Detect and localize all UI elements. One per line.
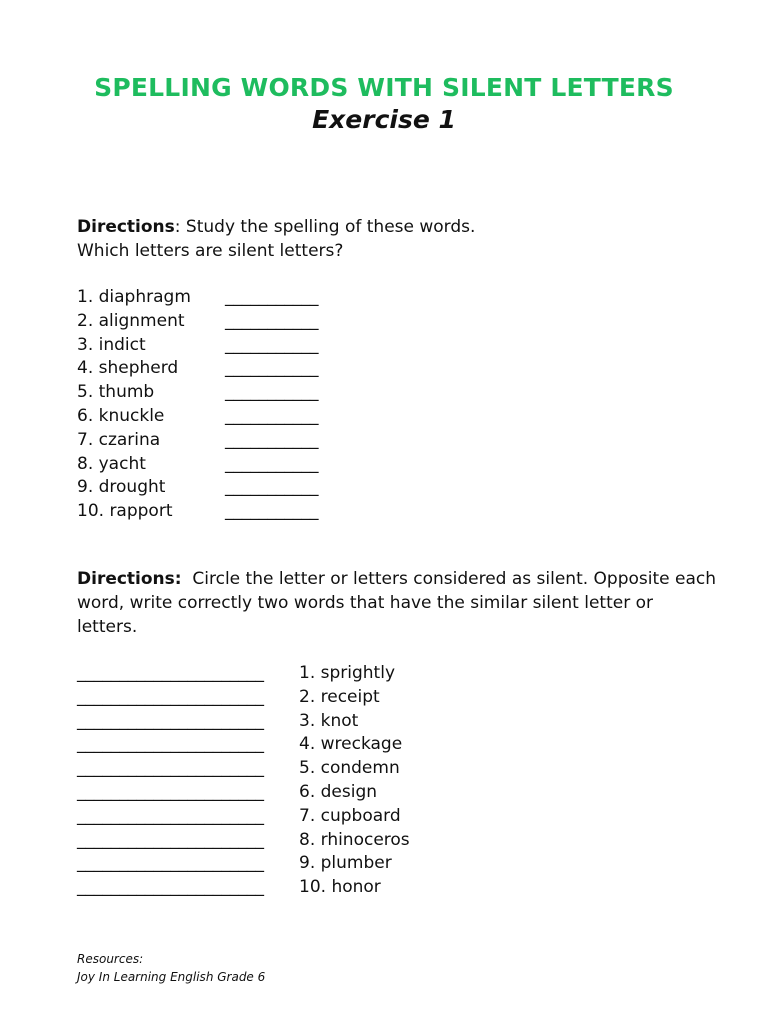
list-item [77,405,377,429]
list-item [77,286,377,310]
resources-footer [77,950,265,986]
answer-blank: ___________ [225,501,319,522]
answer-blank: ___________ [225,405,319,426]
answer-blank: ___________ [225,334,319,355]
list-item [77,757,477,781]
list-item [77,852,477,876]
page-title: SPELLING WORDS WITH SILENT LETTERS [94,73,674,102]
list-item-word: 6. knuckle [77,405,165,426]
answer-blank: ___________ [225,287,319,307]
list-item-word: 4. wreckage [299,734,403,755]
exercise-subtitle: Exercise 1 [312,105,456,134]
directions-1-text-line2: Which letters are silent letters? [77,241,344,261]
answer-blank: ___________ [225,358,319,379]
list-item [77,733,477,757]
directions-1 [77,215,717,263]
list-item-word: 9. drought [77,477,166,498]
list-item-word: 4. shepherd [77,358,179,379]
list-item [77,781,477,805]
directions-1-text: : Study the spelling of these words. [174,217,476,237]
directions-2-text: Circle the letter or letters considered as silent. Opposite each word, write correctly two words that have the similar silent letter or letters. [77,569,717,637]
answer-blank: ______________________ [77,853,264,874]
list-item [77,805,477,829]
answer-blank: ______________________ [77,663,264,683]
list-item-word: 10. rapport [77,501,173,522]
list-item-word: 6. design [299,781,378,802]
list-item-word: 8. rhinoceros [299,829,410,850]
list-item [77,686,477,710]
list-item [77,662,477,686]
answer-blank: ______________________ [77,877,264,898]
list-item-word: 3. indict [77,334,146,355]
directions-1-label: Directions [77,217,175,237]
list-item [77,453,377,477]
resources-label: Resources: [77,952,144,966]
list-item [77,500,377,524]
list-item [77,334,377,358]
list-item [77,381,377,405]
directions-2 [77,567,717,639]
list-item-word: 5. condemn [299,758,400,779]
list-item-word: 7. cupboard [299,805,401,826]
list-item-word: 8. yacht [77,453,146,474]
list-item-word: 1. sprightly [299,663,395,683]
list-item-word: 2. receipt [299,686,380,707]
directions-2-label: Directions: [77,569,182,589]
list-item [77,357,377,381]
answer-blank: ______________________ [77,781,264,802]
list-item [77,476,377,500]
list-item [77,710,477,734]
answer-blank: ___________ [225,429,319,450]
answer-blank: ______________________ [77,758,264,779]
list-item-word: 10. honor [299,877,381,898]
list-item-word: 9. plumber [299,853,392,874]
list-item [77,876,477,900]
list-item-word: 2. alignment [77,310,185,331]
answer-blank: ___________ [225,382,319,403]
answer-blank: ______________________ [77,734,264,755]
list-item-word: 5. thumb [77,382,155,403]
answer-blank: ___________ [225,453,319,474]
list-item [77,310,377,334]
answer-blank: ___________ [225,310,319,331]
answer-blank: ______________________ [77,829,264,850]
answer-blank: ___________ [225,477,319,498]
list-item [77,829,477,853]
answer-blank: ______________________ [77,710,264,731]
answer-blank: ______________________ [77,686,264,707]
word-list-1 [77,286,377,524]
resources-text: Joy In Learning English Grade 6 [77,970,266,984]
answer-blank: ______________________ [77,805,264,826]
list-item-word: 3. knot [299,710,359,731]
word-list-2 [77,662,477,900]
list-item [77,429,377,453]
list-item-word: 1. diaphragm [77,287,191,307]
list-item-word: 7. czarina [77,429,161,450]
